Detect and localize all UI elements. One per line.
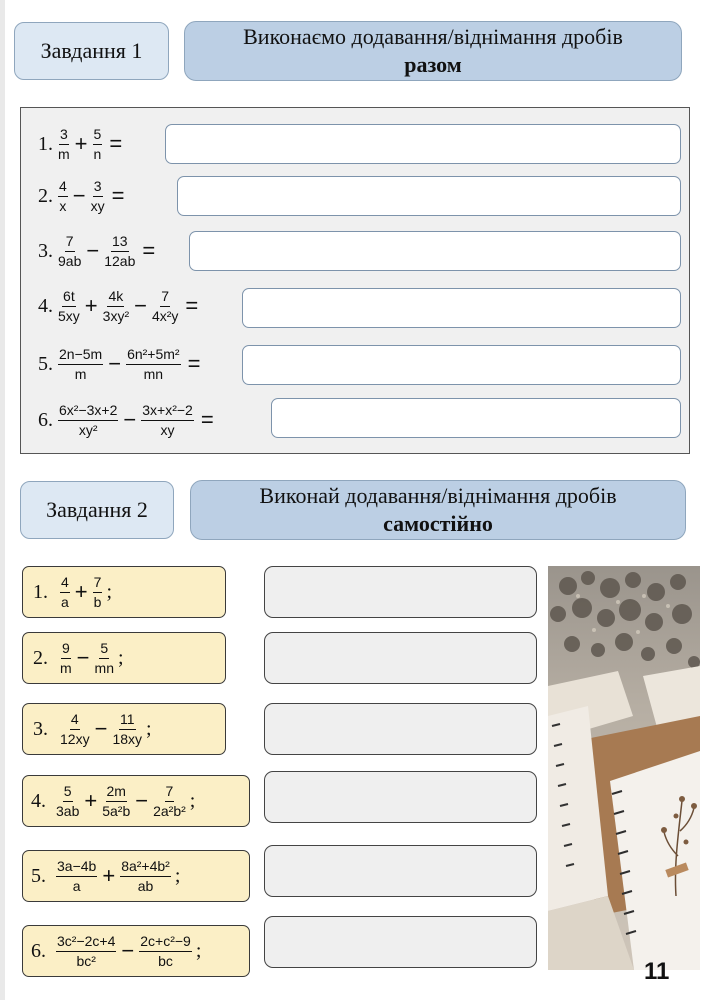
numerator: 7 bbox=[93, 574, 103, 593]
exercise-number: 4. bbox=[38, 294, 53, 317]
exercise-number: 4. bbox=[31, 789, 46, 812]
operator: + bbox=[74, 579, 88, 604]
task1-answer-field-4[interactable] bbox=[242, 288, 681, 328]
semicolon: ; bbox=[195, 939, 202, 962]
denominator: xy² bbox=[78, 421, 98, 438]
exercise-number: 1. bbox=[33, 580, 48, 603]
numerator: 3 bbox=[59, 126, 69, 145]
exercise-number: 2. bbox=[38, 184, 53, 207]
task1-answer-field-1[interactable] bbox=[165, 124, 681, 164]
task2-exercise-6 bbox=[22, 925, 250, 977]
task1-exercise-4 bbox=[38, 284, 198, 328]
fraction bbox=[104, 233, 135, 270]
task1-exercise-3 bbox=[38, 229, 155, 273]
exercise-number: 1. bbox=[38, 132, 53, 155]
task2-exercise-3 bbox=[22, 703, 226, 755]
fraction bbox=[95, 640, 114, 677]
task2-answer-field-5[interactable] bbox=[264, 845, 537, 897]
denominator: 12xy bbox=[60, 730, 90, 747]
exercise-number: 5. bbox=[38, 352, 53, 375]
equals-sign: = bbox=[109, 131, 123, 156]
task2-exercise-5 bbox=[22, 850, 250, 902]
operator: − bbox=[108, 351, 122, 376]
exercise-number: 2. bbox=[33, 646, 48, 669]
numerator: 2n−5m bbox=[58, 346, 103, 365]
decorative-notebooks-photo bbox=[548, 566, 700, 970]
operator: − bbox=[94, 716, 108, 741]
denominator: x bbox=[59, 197, 67, 214]
operator: − bbox=[72, 183, 86, 208]
fraction bbox=[112, 711, 142, 748]
task1-title bbox=[184, 21, 682, 81]
denominator: 3xy² bbox=[102, 307, 130, 324]
fraction bbox=[102, 783, 130, 820]
task1-exercise-6 bbox=[38, 398, 214, 442]
task2-answer-field-2[interactable] bbox=[264, 632, 537, 684]
fraction bbox=[58, 233, 81, 270]
fraction bbox=[58, 346, 103, 383]
task2-exercise-2 bbox=[22, 632, 226, 684]
numerator: 9 bbox=[61, 640, 71, 659]
task2-answer-field-3[interactable] bbox=[264, 703, 537, 755]
fraction bbox=[60, 711, 90, 748]
task1-label-text: Завдання 1 bbox=[40, 38, 143, 63]
denominator: 12ab bbox=[104, 252, 136, 269]
exercise-number: 6. bbox=[38, 408, 53, 431]
operator: + bbox=[84, 788, 98, 813]
page-edge bbox=[0, 0, 5, 1000]
fraction bbox=[139, 933, 192, 970]
numerator: 5 bbox=[63, 783, 73, 802]
task2-label-text: Завдання 2 bbox=[46, 497, 148, 522]
fraction bbox=[58, 126, 70, 163]
denominator: m bbox=[74, 365, 87, 382]
denominator: m bbox=[58, 145, 70, 162]
task1-title-line2: разом bbox=[404, 52, 462, 77]
numerator: 11 bbox=[119, 711, 136, 730]
denominator: 5xy bbox=[58, 307, 80, 324]
task1-answer-field-5[interactable] bbox=[242, 345, 681, 385]
numerator: 6n²+5m² bbox=[126, 346, 181, 365]
operator: − bbox=[123, 407, 137, 432]
numerator: 3x+x²−2 bbox=[141, 402, 194, 421]
denominator: 18xy bbox=[112, 730, 143, 747]
task2-answer-field-6[interactable] bbox=[264, 916, 537, 968]
exercise-number: 3. bbox=[38, 239, 53, 262]
fraction bbox=[60, 574, 70, 611]
operator: − bbox=[76, 645, 90, 670]
denominator: xy bbox=[160, 421, 175, 438]
task1-exercise-1 bbox=[38, 122, 122, 166]
numerator: 2m bbox=[106, 783, 127, 802]
operator: + bbox=[74, 131, 88, 156]
fraction bbox=[152, 288, 178, 325]
denominator: xy bbox=[90, 197, 105, 214]
fraction bbox=[58, 288, 80, 325]
numerator: 3a−4b bbox=[56, 858, 97, 877]
fraction bbox=[120, 858, 171, 895]
task2-title-line1: Виконай додавання/віднімання дробів bbox=[259, 483, 617, 508]
equals-sign: = bbox=[200, 407, 214, 432]
numerator: 2c+c²−9 bbox=[139, 933, 192, 952]
denominator: m bbox=[60, 659, 72, 676]
equals-sign: = bbox=[111, 183, 125, 208]
denominator: 9ab bbox=[58, 252, 82, 269]
semicolon: ; bbox=[174, 864, 181, 887]
fraction bbox=[56, 783, 79, 820]
exercise-number: 5. bbox=[31, 864, 46, 887]
operator: − bbox=[135, 788, 149, 813]
task1-title-line1: Виконаємо додавання/віднімання дробів bbox=[243, 24, 623, 49]
denominator: 3ab bbox=[56, 802, 80, 819]
numerator: 8a²+4b² bbox=[120, 858, 171, 877]
page-number: 11 bbox=[644, 958, 670, 985]
task2-title-line2: самостійно bbox=[383, 511, 493, 536]
fraction bbox=[58, 178, 68, 215]
fraction bbox=[56, 858, 97, 895]
exercise-number: 6. bbox=[31, 939, 46, 962]
semicolon: ; bbox=[106, 580, 113, 603]
operator: − bbox=[121, 938, 135, 963]
equals-sign: = bbox=[187, 351, 201, 376]
operator: + bbox=[84, 293, 98, 318]
denominator: mn bbox=[94, 659, 114, 676]
task2-label bbox=[20, 481, 174, 539]
numerator: 5 bbox=[99, 640, 109, 659]
denominator: 4x²y bbox=[151, 307, 179, 324]
operator: − bbox=[86, 238, 100, 263]
operator: − bbox=[134, 293, 147, 318]
fraction bbox=[153, 783, 186, 820]
fraction bbox=[56, 933, 116, 970]
task2-exercise-1 bbox=[22, 566, 226, 618]
fraction bbox=[141, 402, 194, 439]
numerator: 5 bbox=[93, 126, 103, 145]
numerator: 3c²−2c+4 bbox=[56, 933, 116, 952]
denominator: a bbox=[72, 877, 81, 894]
exercise-number: 3. bbox=[33, 717, 48, 740]
task1-answer-field-3[interactable] bbox=[189, 231, 681, 271]
fraction bbox=[58, 402, 118, 439]
task1-exercise-2 bbox=[38, 174, 125, 218]
denominator: n bbox=[93, 145, 102, 162]
fraction bbox=[60, 640, 72, 677]
operator: + bbox=[102, 863, 116, 888]
denominator: ab bbox=[137, 877, 154, 894]
fraction bbox=[91, 178, 105, 215]
equals-sign: = bbox=[185, 293, 199, 318]
fraction bbox=[126, 346, 181, 383]
denominator: a bbox=[61, 593, 69, 610]
semicolon: ; bbox=[146, 717, 152, 740]
numerator: 13 bbox=[111, 233, 129, 252]
denominator: b bbox=[93, 593, 102, 610]
numerator: 4k bbox=[107, 288, 124, 307]
numerator: 4 bbox=[60, 574, 70, 593]
numerator: 7 bbox=[65, 233, 75, 252]
task2-answer-field-1[interactable] bbox=[264, 566, 537, 618]
numerator: 3 bbox=[93, 178, 103, 197]
equals-sign: = bbox=[142, 238, 156, 263]
denominator: 5a²b bbox=[102, 802, 131, 819]
denominator: bc² bbox=[76, 952, 96, 969]
semicolon: ; bbox=[189, 789, 196, 812]
numerator: 6t bbox=[62, 288, 76, 307]
semicolon: ; bbox=[117, 646, 124, 669]
task1-answer-field-2[interactable] bbox=[177, 176, 681, 216]
task2-exercise-4 bbox=[22, 775, 250, 827]
task2-answer-field-4[interactable] bbox=[264, 771, 537, 823]
fraction bbox=[103, 288, 129, 325]
denominator: 2a²b² bbox=[153, 802, 186, 819]
task2-title bbox=[190, 480, 686, 540]
numerator: 7 bbox=[160, 288, 170, 307]
denominator: bc bbox=[158, 952, 173, 969]
numerator: 4 bbox=[70, 711, 80, 730]
numerator: 4 bbox=[58, 178, 68, 197]
numerator: 6x²−3x+2 bbox=[58, 402, 118, 421]
fraction bbox=[93, 574, 103, 611]
task1-label bbox=[14, 22, 169, 80]
fraction bbox=[93, 126, 103, 163]
denominator: mn bbox=[143, 365, 164, 382]
task1-exercise-5 bbox=[38, 342, 200, 386]
task1-answer-field-6[interactable] bbox=[271, 398, 681, 438]
numerator: 7 bbox=[165, 783, 175, 802]
